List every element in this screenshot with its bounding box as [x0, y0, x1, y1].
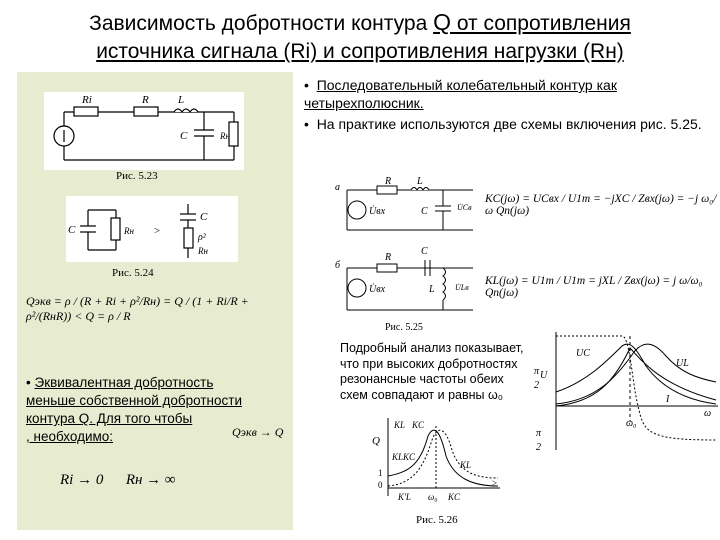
label-pi-bottom: π	[536, 428, 542, 439]
label-c-left: C	[68, 224, 76, 236]
label-uin-b: U̇вх	[369, 284, 386, 295]
title-part-b: от сопротивления	[450, 12, 631, 35]
slide-title	[0, 8, 720, 66]
label-r-b: R	[385, 252, 392, 263]
label-kc-top: KC	[412, 420, 425, 430]
label-i: I	[666, 394, 670, 405]
figure-5-26-lower	[368, 416, 504, 508]
fig-5-25-caption: Рис. 5.25	[385, 322, 423, 333]
label-kl-top: KL	[394, 420, 406, 430]
qekv-limit: Qэкв → Q	[232, 425, 284, 439]
label-rn: Rн	[124, 226, 134, 236]
kc-equation: KC(jω) = UCвх / U1m = −jXC / Zвх(jω) = −j ω₀/ω Qn(jω)	[485, 193, 717, 217]
label-arrow: >	[492, 478, 498, 488]
figure-5-25	[333, 174, 483, 334]
fig-5-23-caption: Рис. 5.23	[116, 170, 158, 182]
bullet-text-2: На практике используются две схемы включения рис. 5.25.	[316, 116, 702, 132]
label-klkc: KLKC	[392, 452, 416, 462]
bullet-line-1: Эквивалентная добротность	[34, 375, 214, 390]
bullet-line-3: контура Q. Для того чтобы	[26, 411, 193, 426]
bullet-marker-2: •	[304, 116, 309, 132]
label-omega0: ω₀	[626, 418, 637, 429]
label-c-right: C	[200, 211, 208, 223]
fig-5-26-caption: Рис. 5.26	[416, 514, 458, 526]
circuit-5-25-diagram	[333, 174, 483, 334]
label-ucv: U̇Cв	[457, 203, 472, 212]
title-part-a: Зависимость добротности контура	[89, 12, 434, 35]
kl-equation: KL(jω) = U1m / U1m = jXL / Zвх(jω) = j ω/ω₀ Qn(jω)	[485, 275, 703, 299]
label-rn: Rн	[220, 131, 230, 141]
figure-5-23	[44, 92, 244, 170]
figure-5-24	[66, 196, 238, 262]
right-bullets	[304, 76, 716, 133]
label-omega: ω	[704, 408, 712, 419]
label-one: 1	[378, 468, 383, 478]
title-q-symbol: Q	[433, 9, 451, 35]
bullet-line-2: меньше собственной добротности	[26, 393, 242, 408]
label-uin-a: U̇вх	[369, 206, 386, 217]
figure-5-26-upper	[526, 322, 720, 452]
title-line-2: источника сигнала (Ri) и сопротивления нагрузки (Rн)	[96, 40, 624, 63]
fig-5-24-caption: Рис. 5.24	[112, 267, 154, 279]
label-ulv: U̇Lв	[455, 283, 469, 292]
label-c-b: C	[421, 246, 428, 257]
label-q: Q	[372, 435, 380, 447]
bullet-text-1: Последовательный колебательный контур как четырехполюсник.	[304, 77, 617, 111]
label-b: б	[335, 260, 341, 271]
title-line-1	[0, 8, 720, 38]
resistance-conditions: Ri → 0 Rн → ∞	[60, 472, 176, 488]
bullet-marker-1: •	[304, 77, 309, 93]
label-two-bottom: 2	[536, 442, 541, 452]
bullet-line-4: , необходимо:	[26, 429, 114, 444]
bullet-item-1	[304, 76, 716, 112]
label-kc-bottom: KC	[448, 492, 461, 502]
label-uc: UC	[576, 348, 590, 359]
label-c-a: C	[421, 206, 428, 217]
label-ul: UL	[676, 358, 689, 369]
label-pi-top: π	[534, 366, 540, 377]
label-zero: 0	[378, 480, 383, 490]
label-omega0-b: ω₀	[428, 492, 438, 502]
label-ri: Ri	[82, 94, 92, 106]
label-l: L	[178, 94, 185, 106]
label-r: R	[142, 94, 149, 106]
bullet-marker: •	[26, 375, 31, 390]
analysis-paragraph: Подробный анализ показывает, что при высоких добротностях резонансные частоты обеих схем совпадают и равны ω₀	[340, 341, 524, 402]
frequency-response-curves	[368, 416, 504, 508]
label-rn2: Rн	[198, 246, 208, 256]
arrow-symbol: >	[154, 225, 161, 237]
bullet-item-2	[304, 115, 716, 133]
circuit-5-24-diagram	[66, 196, 238, 262]
resonance-curves	[526, 322, 720, 452]
circuit-5-23-diagram	[44, 92, 244, 170]
label-kl-prime: K'L	[398, 492, 411, 502]
label-kl-right: KL	[460, 460, 472, 470]
label-l-b: L	[429, 284, 435, 295]
label-rho2: ρ²	[198, 232, 206, 243]
label-r-a: R	[385, 176, 392, 187]
label-two-top: 2	[534, 380, 539, 391]
label-l-a: L	[417, 176, 423, 187]
label-u: U	[540, 370, 548, 381]
label-a: a	[335, 182, 340, 193]
label-c: C	[180, 130, 188, 142]
q-equivalent-equation: Qэкв = ρ / (R + Ri + ρ²/Rн) = Q / (1 + Ri/R + ρ²/(RнR)) < Q = ρ / R	[26, 294, 249, 323]
